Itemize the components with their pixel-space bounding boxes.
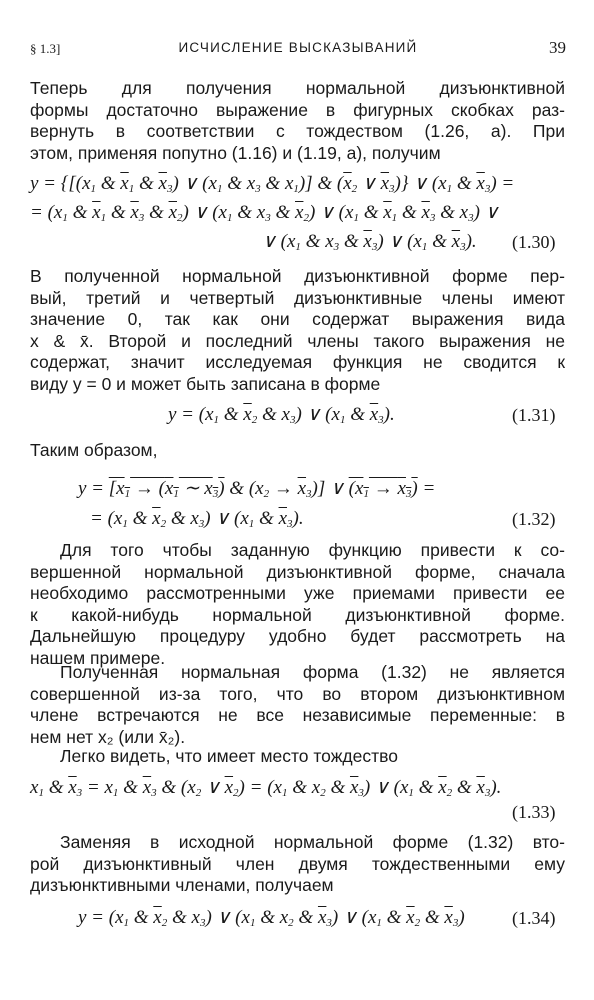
running-header [30, 38, 566, 60]
text-line: Теперь для получения нормальной дизъюнктивной [30, 78, 565, 98]
text-line: нашем примере. [30, 647, 166, 668]
paragraph-3 [30, 440, 565, 462]
text-line: Для того чтобы заданную функцию привести к со- [60, 540, 565, 560]
text-line: необходимо рассмотренными уже приемами привести ее [30, 583, 565, 603]
formula-1-30-line-2: = ($x_1$ & $\overline{x}_1$ & $\overline{x}_3$ & $\overline{x}_2$) ∨ ($x_1$ & $x_3$ & $\overline{x}_2$) ∨ ($x_1$ & $\overline{x}_1$ & $\overline{x}_3$ & $x_3$) ∨ [30, 202, 499, 224]
chapter-title: ИСЧИСЛЕНИЕ ВЫСКАЗЫВАНИЙ [178, 40, 418, 55]
formula-1-30-line-1: $y = \{[(x_1$ & $\overline{x}_1$ & $\overline{x}_3$) ∨ ($x_1$ & $x_3$ & $x_1$)] & ($\overline{x}_2$ ∨ $\overline{x}_3$)} ∨ ($x_1$ & $\overline{x}_3$) = [30, 173, 515, 195]
text-line: содержат, значит исследуемая функция не сводится к [30, 352, 565, 372]
formula-1-31: $y = (x_1$ & $\overline{x}_2$ & $x_3$) ∨ ($x_1$ & $\overline{x}_3$). [168, 404, 395, 426]
equation-number: (1.34) [512, 908, 556, 928]
paragraph-2 [30, 266, 565, 395]
formula-1-32-line-2: = ($x_1$ & $\overline{x}_2$ & $x_3$) ∨ ($x_1$ & $\overline{x}_3$). [90, 508, 304, 530]
text-line: значение 0, так как они содержат выражения вида [30, 309, 565, 329]
equation-number: (1.32) [512, 509, 556, 529]
text-line: совершенной из-за того, что во втором дизъюнктивном [30, 683, 565, 704]
text-line: этом, применяя попутно (1.16) и (1.19, а), получим [30, 142, 441, 163]
page-number: 39 [549, 38, 566, 57]
text-line: к какой-нибудь нормальной дизъюнктивной форме. [30, 604, 565, 625]
text-line: члене встречаются не все независимые переменные: в [30, 705, 565, 725]
text-line: вершенной нормальной дизъюнктивной форме, сначала [30, 561, 565, 582]
paragraph-6 [30, 746, 565, 768]
formula-1-33: $x_1$ & $\overline{x}_3 = x_1$ & $\overline{x}_3$ & ($x_2$ ∨ $\overline{x}_2) = (x_1$ & $x_2$ & $\overline{x}_3$) ∨ ($x_1$ & $\overline{x}_2$ & $\overline{x}_3$). [30, 777, 502, 799]
text-line: Легко видеть, что имеет место тождество [60, 746, 398, 766]
equation-number: (1.31) [512, 405, 556, 425]
equation-number: (1.30) [512, 232, 556, 252]
text-line: Таким образом, [30, 440, 158, 460]
text-line: x & x̄. Второй и последний члены такого выражения не [30, 330, 565, 351]
text-line: Полученная нормальная форма (1.32) не является [60, 662, 565, 682]
text-line: В полученной нормальной дизъюнктивной форме пер- [30, 266, 565, 286]
paragraph-5 [30, 662, 565, 748]
equation-number: (1.33) [512, 802, 556, 822]
text-line: вернуть в соответствии с тождеством (1.26, а). При [30, 121, 565, 141]
text-line: рой дизъюнктивный член двумя тождественными ему [30, 853, 565, 874]
formula-1-34: $y = (x_1$ & $\overline{x}_2$ & $x_3$) ∨ ($x_1$ & $x_2$ & $\overline{x}_3$) ∨ ($x_1$ & $\overline{x}_2$ & $\overline{x}_3$) [78, 907, 465, 929]
text-line: вый, третий и четвертый дизъюнктивные члены имеют [30, 287, 565, 308]
paragraph-1 [30, 78, 565, 164]
formula-1-32-line-1: $y = [x_1 \to (x_1$ ∼ $x_3$) & $(x_2 \to \overline{x}_3)$] ∨ $(x_1 \to x_3)$ = [78, 478, 436, 500]
paragraph-4 [30, 540, 565, 669]
formula-1-30-line-3: ∨ ($x_1$ & $x_3$ & $\overline{x}_3$) ∨ ($x_1$ & $\overline{x}_3$). [262, 231, 477, 253]
section-ref: § 1.3] [30, 41, 61, 56]
text-line: дизъюнктивными членами, получаем [30, 875, 334, 895]
paragraph-7 [30, 832, 565, 897]
text-line: Заменяя в исходной нормальной форме (1.32) вто- [60, 832, 565, 852]
text-line: формы достаточно выражение в фигурных скобках раз- [30, 99, 565, 120]
text-line: нем нет x₂ (или x̄₂). [30, 726, 186, 747]
text-line: виду y = 0 и может быть записана в форме [30, 373, 381, 394]
text-line: Дальнейшую процедуру удобно будет рассмотреть на [30, 626, 565, 646]
